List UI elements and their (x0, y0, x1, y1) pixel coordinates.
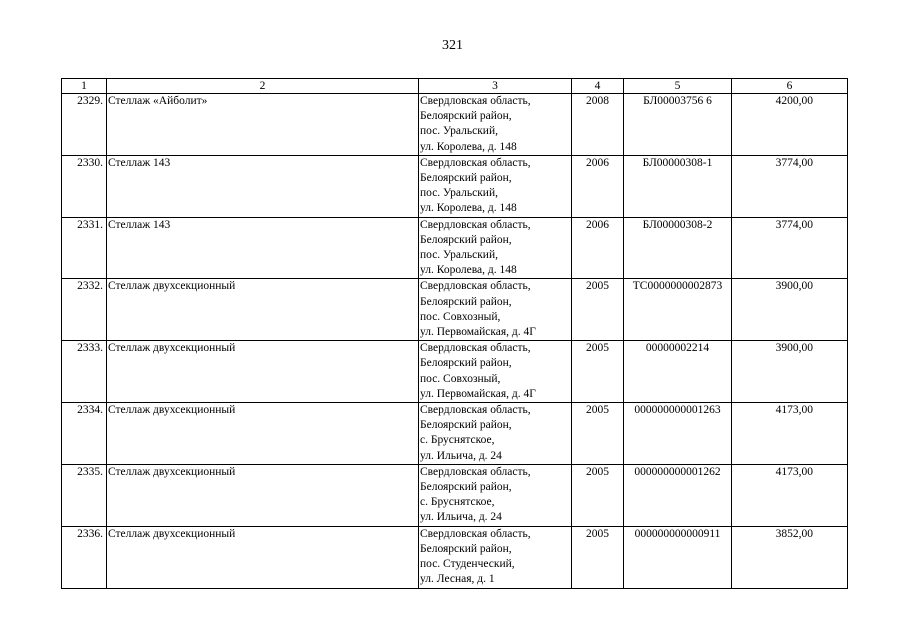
address-cell (419, 94, 572, 156)
item-name-cell: Стеллаж двухсекционный (107, 279, 419, 341)
cost-cell: 3774,00 (732, 217, 848, 279)
address-line: пос. Уральский, (420, 187, 498, 200)
address-cell (419, 403, 572, 465)
address-line: ул. Ильича, д. 24 (420, 511, 502, 524)
table-row (62, 94, 848, 156)
address-line: с. Бруснятское, (420, 496, 495, 509)
item-name-cell: Стеллаж двухсекционный (107, 341, 419, 403)
row-number-cell: 2335. (62, 464, 107, 526)
address-line: Белоярский район, (420, 542, 512, 555)
address-line: ул. Ильича, д. 24 (420, 449, 502, 462)
address-line: Свердловская область, (420, 156, 531, 169)
address-line: ул. Первомайская, д. 4Г (420, 387, 536, 400)
year-cell: 2005 (572, 464, 624, 526)
address-line: пос. Уральский, (420, 125, 498, 138)
year-cell: 2008 (572, 94, 624, 156)
table-row (62, 155, 848, 217)
address-line: Свердловская область, (420, 95, 531, 107)
address-line: пос. Совхозный, (420, 310, 501, 323)
inventory-number-cell: БЛ00000308-2 (624, 217, 732, 279)
row-number-cell: 2331. (62, 217, 107, 279)
address-line: ул. Королева, д. 148 (420, 140, 517, 153)
item-name-cell: Стеллаж двухсекционный (107, 464, 419, 526)
table-row (62, 341, 848, 403)
address-line: Белоярский район, (420, 357, 512, 370)
item-name-cell: Стеллаж двухсекционный (107, 526, 419, 588)
address-line: Белоярский район, (420, 110, 512, 123)
item-name-cell: Стеллаж двухсекционный (107, 403, 419, 465)
table-row (62, 217, 848, 279)
table-row (62, 464, 848, 526)
cost-cell: 3900,00 (732, 341, 848, 403)
inventory-number-cell: ТС0000000002873 (624, 279, 732, 341)
inventory-number-cell: 000000000001263 (624, 403, 732, 465)
row-number-cell: 2330. (62, 155, 107, 217)
year-cell: 2005 (572, 279, 624, 341)
address-line: Белоярский район, (420, 481, 512, 494)
page-number: 321 (442, 38, 463, 53)
property-table (61, 78, 848, 589)
year-cell: 2005 (572, 403, 624, 465)
address-line: Свердловская область, (420, 280, 531, 293)
inventory-number-cell: 00000002214 (624, 341, 732, 403)
cost-cell: 3900,00 (732, 279, 848, 341)
address-line: пос. Совхозный, (420, 372, 501, 385)
address-line: Свердловская область, (420, 218, 531, 231)
item-name-cell: Стеллаж 143 (107, 217, 419, 279)
inventory-number-cell: 000000000001262 (624, 464, 732, 526)
property-table-container (61, 78, 847, 589)
row-number-cell: 2329. (62, 94, 107, 156)
address-line: Белоярский район, (420, 419, 512, 432)
row-number-cell: 2334. (62, 403, 107, 465)
cost-cell: 4200,00 (732, 94, 848, 156)
year-cell: 2006 (572, 155, 624, 217)
address-line: Свердловская область, (420, 527, 531, 540)
year-cell: 2005 (572, 341, 624, 403)
address-line: Белоярский район, (420, 172, 512, 185)
item-name-cell: Стеллаж «Айболит» (107, 94, 419, 156)
table-row (62, 403, 848, 465)
column-header: 5 (624, 79, 732, 94)
address-line: пос. Студенческий, (420, 558, 515, 571)
year-cell: 2005 (572, 526, 624, 588)
address-cell (419, 464, 572, 526)
inventory-number-cell: 000000000000911 (624, 526, 732, 588)
column-header: 3 (419, 79, 572, 94)
table-body (62, 94, 848, 589)
cost-cell: 4173,00 (732, 464, 848, 526)
row-number-cell: 2336. (62, 526, 107, 588)
column-header: 1 (62, 79, 107, 94)
address-line: с. Бруснятское, (420, 434, 495, 447)
address-line: Свердловская область, (420, 465, 531, 478)
cost-cell: 3852,00 (732, 526, 848, 588)
address-cell (419, 341, 572, 403)
column-header: 4 (572, 79, 624, 94)
row-number-cell: 2332. (62, 279, 107, 341)
address-line: Белоярский район, (420, 233, 512, 246)
address-line: пос. Уральский, (420, 249, 498, 262)
row-number-cell: 2333. (62, 341, 107, 403)
table-row (62, 279, 848, 341)
address-cell (419, 526, 572, 588)
cost-cell: 4173,00 (732, 403, 848, 465)
address-line: ул. Королева, д. 148 (420, 264, 517, 277)
inventory-number-cell: БЛ00003756 6 (624, 94, 732, 156)
table-header-row (62, 79, 848, 94)
year-cell: 2006 (572, 217, 624, 279)
inventory-number-cell: БЛ00000308-1 (624, 155, 732, 217)
address-line: Свердловская область, (420, 342, 531, 355)
address-cell (419, 217, 572, 279)
address-line: ул. Лесная, д. 1 (420, 573, 495, 586)
address-cell (419, 155, 572, 217)
address-cell (419, 279, 572, 341)
address-line: ул. Королева, д. 148 (420, 202, 517, 215)
table-row (62, 526, 848, 588)
address-line: Свердловская область, (420, 404, 531, 417)
item-name-cell: Стеллаж 143 (107, 155, 419, 217)
address-line: Белоярский район, (420, 295, 512, 308)
column-header: 6 (732, 79, 848, 94)
address-line: ул. Первомайская, д. 4Г (420, 326, 536, 339)
cost-cell: 3774,00 (732, 155, 848, 217)
column-header: 2 (107, 79, 419, 94)
